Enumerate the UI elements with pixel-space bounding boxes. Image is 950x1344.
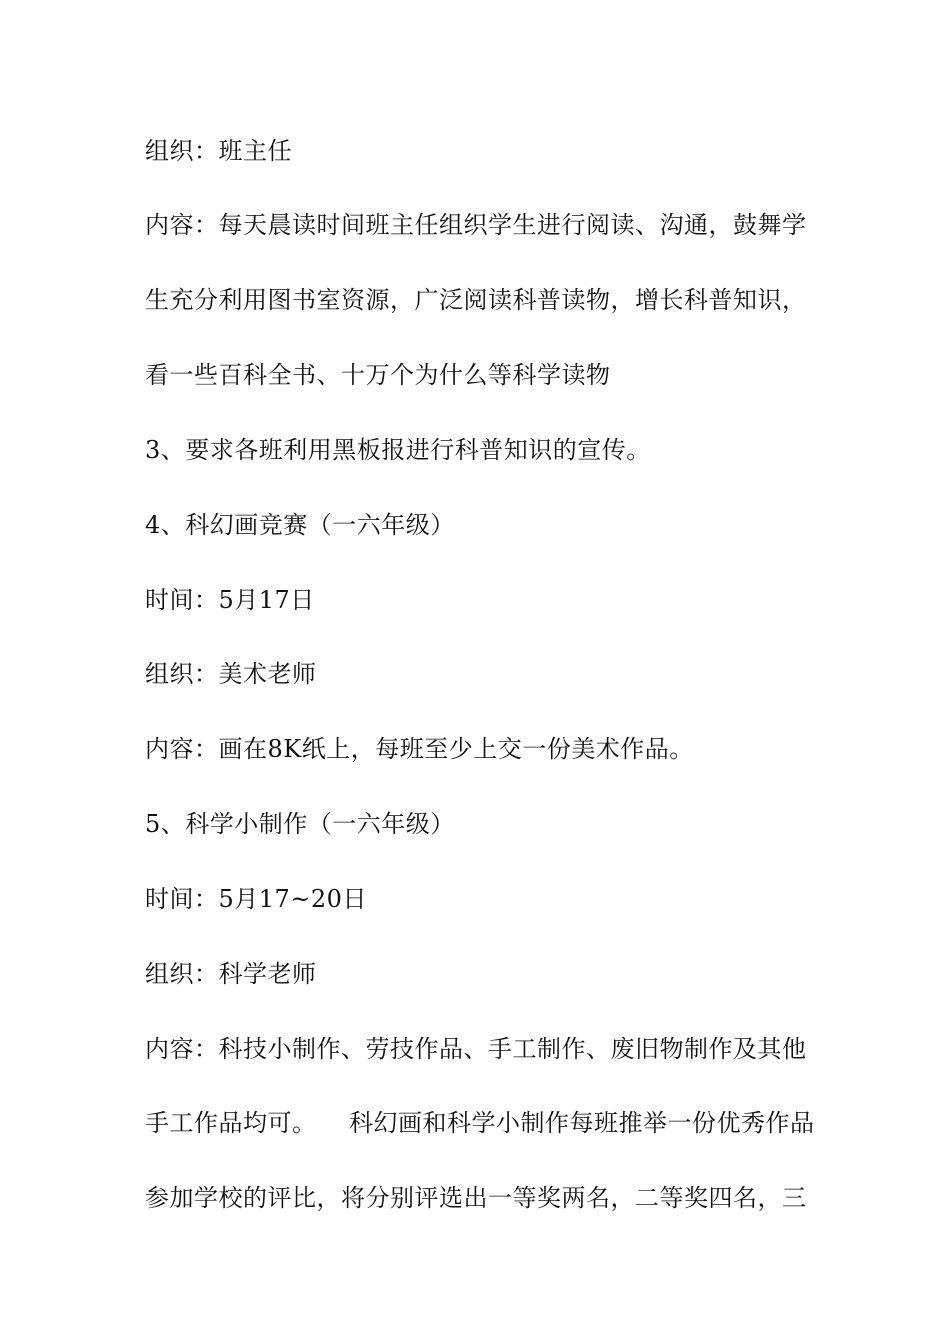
text-line-item-4-painting-contest: 4、科幻画竞赛（一六年级）: [145, 511, 455, 539]
text-line-crafts-organizer: 组织：科学老师: [145, 960, 317, 988]
text-line-crafts-content-2: 手工作品均可。 科幻画和科学小制作每班推举一份优秀作品: [145, 1109, 815, 1137]
text-line-crafts-content-1: 内容：科技小制作、劳技作品、手工制作、废旧物制作及其他: [145, 1035, 807, 1063]
text-line-content-reading-3: 看一些百科全书、十万个为什么等科学读物: [145, 361, 611, 389]
text-line-crafts-time: 时间：5月17~20日: [145, 885, 367, 913]
text-line-content-reading-2: 生充分利用图书室资源，广泛阅读科普读物，增长科普知识，: [145, 286, 807, 314]
text-line-crafts-content-3: 参加学校的评比，将分别评选出一等奖两名，二等奖四名，三: [145, 1184, 807, 1212]
text-line-painting-time: 时间：5月17日: [145, 586, 315, 614]
text-line-content-reading-1: 内容：每天晨读时间班主任组织学生进行阅读、沟通，鼓舞学: [145, 211, 807, 239]
text-line-item-5-science-crafts: 5、科学小制作（一六年级）: [145, 810, 455, 838]
text-line-painting-organizer: 组织：美术老师: [145, 660, 317, 688]
text-line-item-3-blackboard: 3、要求各班利用黑板报进行科普知识的宣传。: [145, 436, 651, 464]
text-line-organizer-head-teacher: 组织：班主任: [145, 137, 292, 165]
text-line-painting-content: 内容：画在8K纸上，每班至少上交一份美术作品。: [145, 735, 694, 763]
